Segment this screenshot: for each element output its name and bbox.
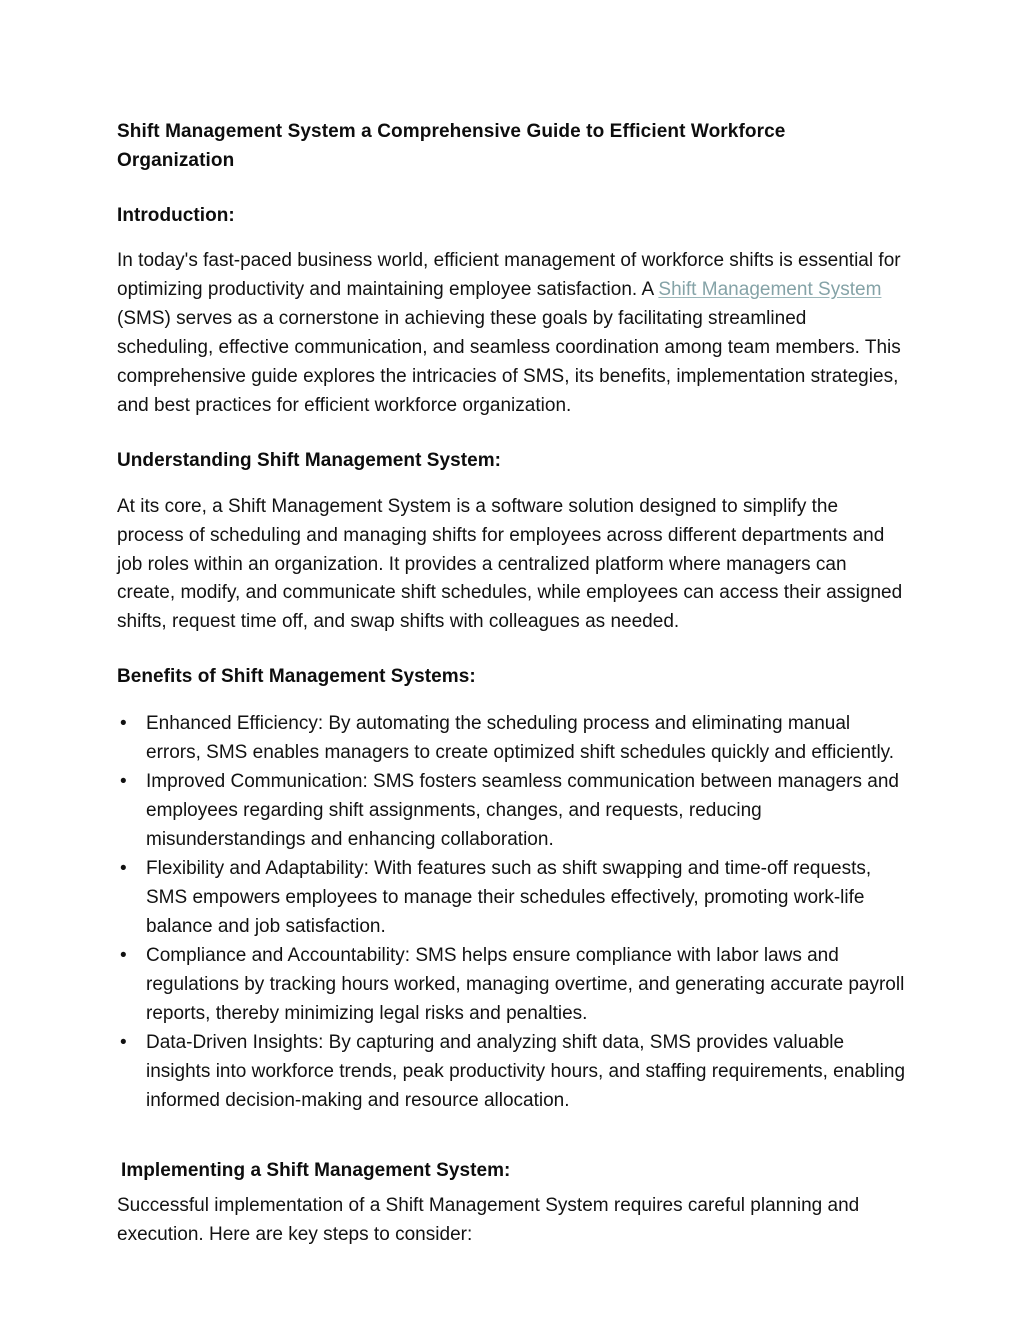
list-item-text: Data-Driven Insights: By capturing and analyzing shift data, SMS provides valuable insights into workforce trends, peak productivity hours, and staffing requirements, enabling informed decision-making and resource allocation. (146, 1031, 906, 1111)
shift-management-system-link[interactable]: Shift Management System (658, 279, 882, 301)
list-item (117, 942, 907, 1029)
list-item-text: Compliance and Accountability: SMS helps ensure compliance with labor laws and regulations by tracking hours worked, managing overtime, and generating accurate payroll reports, thereby minimizing legal risks and penalties. (146, 944, 905, 1024)
benefits-list (117, 710, 907, 1116)
list-item-text: Flexibility and Adaptability: With features such as shift swapping and time-off requests, SMS empowers employees to manage their schedules effectively, promoting work-life balance and job satisfaction. (146, 857, 872, 937)
list-item (117, 768, 907, 855)
heading-benefits: Benefits of Shift Management Systems: (117, 666, 476, 688)
list-item-text: Enhanced Efficiency: By automating the scheduling process and eliminating manual errors, SMS enables managers to create optimized shift schedules quickly and efficiently. (146, 712, 895, 763)
bullet-icon: • (120, 712, 127, 734)
bullet-icon: • (120, 857, 127, 879)
page-title: Shift Management System a Comprehensive Guide to Efficient Workforce Organization (117, 121, 786, 171)
list-item-text: Improved Communication: SMS fosters seamless communication between managers and employees regarding shift assignments, changes, and requests, reducing misunderstandings and enhancing collaboration. (146, 770, 899, 850)
intro-text-before-link: In today's fast-paced business world, efficient management of workforce shifts is essential for optimizing productivity and maintaining employee satisfaction. A (117, 250, 901, 301)
list-item (117, 710, 907, 768)
intro-text-after-link: (SMS) serves as a cornerstone in achieving these goals by facilitating streamlined scheduling, effective communication, and seamless coordination among team members. This comprehensive guide explores the intricacies of SMS, its benefits, implementation strategies, and best practices for efficient workforce organization. (117, 308, 901, 417)
paragraph-implementing: Successful implementation of a Shift Management System requires careful planning and execution. Here are key steps to consider: (117, 1194, 860, 1245)
heading-implementing: Implementing a Shift Management System: (121, 1160, 511, 1182)
bullet-icon: • (120, 1031, 127, 1053)
heading-introduction: Introduction: (117, 204, 235, 226)
paragraph-introduction (117, 247, 907, 421)
heading-understanding: Understanding Shift Management System: (117, 450, 502, 472)
paragraph-understanding: At its core, a Shift Management System is a software solution designed to simplify the process of scheduling and managing shifts for employees across different departments and job roles within an organization. It provides a centralized platform where managers can create, modify, and communicate shift schedules, while employees can access their assigned shifts, request time off, and swap shifts with colleagues as needed. (117, 495, 903, 633)
bullet-icon: • (120, 770, 127, 792)
list-item (117, 855, 907, 942)
document-body (117, 118, 907, 1250)
list-item (117, 1029, 907, 1116)
section-spacer (117, 1115, 907, 1157)
bullet-icon: • (120, 944, 127, 966)
